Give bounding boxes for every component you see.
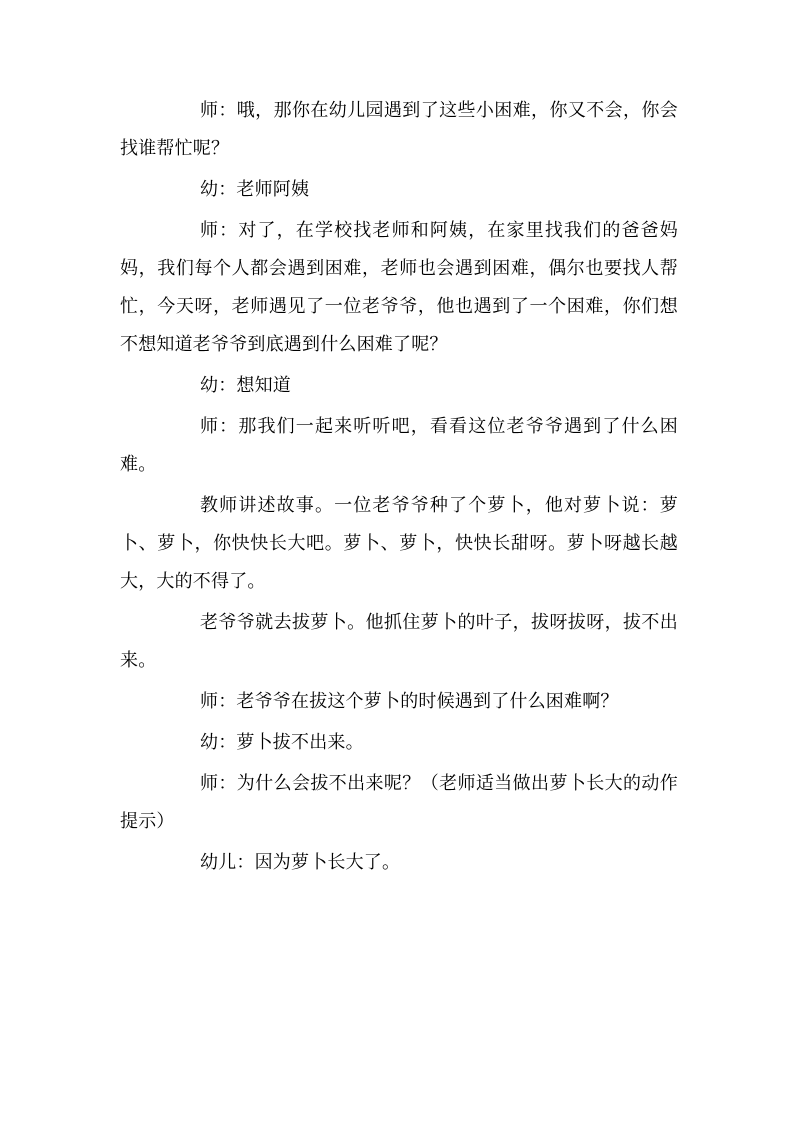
paragraph-7: 老爷爷就去拔萝卜。他抓住萝卜的叶子，拔呀拔呀，拔不出来。	[120, 612, 678, 671]
paragraph-3: 师：对了，在学校找老师和阿姨，在家里找我们的爸爸妈妈，我们每个人都会遇到困难，老师也会遇到困难，偶尔也要找人帮忙，今天呀，老师遇见了一位老爷爷，他也遇到了一个困难，你们想不想知道老爷爷到底遇到什么困难了呢？	[120, 220, 678, 355]
paragraph-6: 教师讲述故事。一位老爷爷种了个萝卜，他对萝卜说：萝卜、萝卜，你快快长大吧。萝卜、萝卜，快快长甜呀。萝卜呀越长越大，大的不得了。	[120, 495, 678, 592]
paragraph-9: 幼：萝卜拔不出来。	[200, 732, 364, 753]
paragraph-4: 幼：想知道	[200, 375, 291, 396]
document-body	[120, 92, 678, 885]
paragraph-5: 师：那我们一起来听听吧，看看这位老爷爷遇到了什么困难。	[120, 416, 678, 475]
paragraph-8: 师：老爷爷在拔这个萝卜的时候遇到了什么困难啊？	[200, 691, 619, 712]
paragraph-2: 幼：老师阿姨	[200, 179, 310, 200]
paragraph-11: 幼儿：因为萝卜长大了。	[200, 852, 401, 873]
paragraph-10: 师：为什么会拔不出来呢？（老师适当做出萝卜长大的动作提示）	[120, 773, 678, 832]
paragraph-1: 师：哦，那你在幼儿园遇到了这些小困难，你又不会，你会找谁帮忙呢？	[120, 100, 678, 159]
